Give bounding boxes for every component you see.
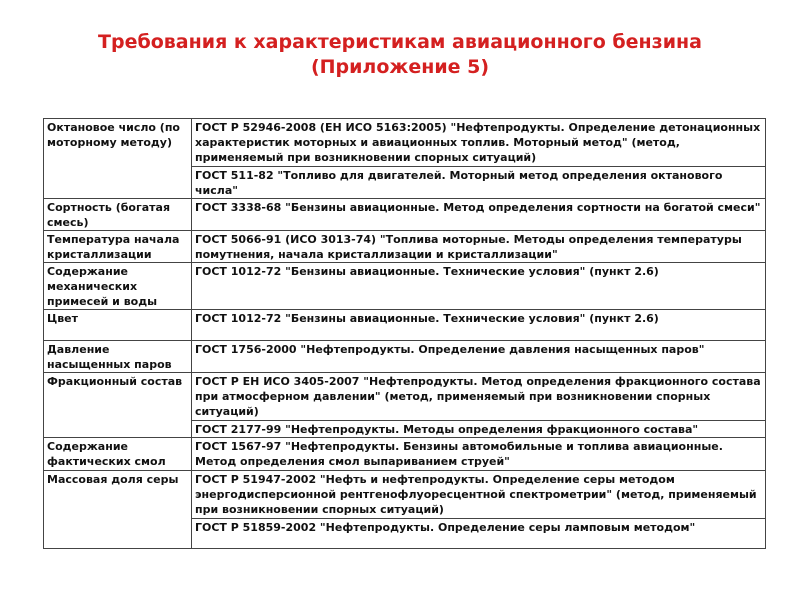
standard-cell: ГОСТ 5066-91 (ИСО 3013-74) "Топлива моторные. Методы определения температуры помутнения, начала кристаллизации и кристаллизации"	[192, 231, 766, 263]
page-title-line-1: Требования к характеристикам авиационного бензина	[98, 31, 702, 53]
property-cell: Сортность (богатая смесь)	[44, 199, 192, 231]
standard-cell: ГОСТ Р 51859-2002 "Нефтепродукты. Определение серы ламповым методом"	[192, 519, 766, 549]
table-row	[44, 263, 766, 310]
standard-cell: ГОСТ 1567-97 "Нефтепродукты. Бензины автомобильные и топлива авиационные. Метод определения смол выпариванием струей"	[192, 438, 766, 471]
table-row	[44, 310, 766, 341]
property-cell: Содержание механических примесей и воды	[44, 263, 192, 310]
standard-cell: ГОСТ Р 52946-2008 (ЕН ИСО 5163:2005) "Нефтепродукты. Определение детонационных характеристик моторных и авиационных топлив. Моторный метод" (метод, применяемый при возникновении спорных ситуаций)	[192, 119, 766, 167]
property-cell: Октановое число (по моторному методу)	[44, 119, 192, 199]
standard-cell: ГОСТ 1012-72 "Бензины авиационные. Технические условия" (пункт 2.6)	[192, 263, 766, 310]
property-cell: Фракционный состав	[44, 373, 192, 438]
table-row	[44, 471, 766, 519]
requirements-table	[43, 118, 766, 549]
property-cell: Массовая доля серы	[44, 471, 192, 549]
property-cell: Содержание фактических смол	[44, 438, 192, 471]
table-row	[44, 373, 766, 421]
page-title-line-2: (Приложение 5)	[310, 56, 490, 78]
standard-cell: ГОСТ 1756-2000 "Нефтепродукты. Определение давления насыщенных паров"	[192, 341, 766, 373]
table-row	[44, 438, 766, 471]
standard-cell: ГОСТ 3338-68 "Бензины авиационные. Метод определения сортности на богатой смеси"	[192, 199, 766, 231]
requirements-table-body	[44, 119, 766, 549]
table-row	[44, 341, 766, 373]
standard-cell: ГОСТ 2177-99 "Нефтепродукты. Методы определения фракционного состава"	[192, 421, 766, 438]
table-row	[44, 231, 766, 263]
property-cell: Давление насыщенных паров	[44, 341, 192, 373]
property-cell: Температура начала кристаллизации	[44, 231, 192, 263]
page-title	[0, 30, 800, 80]
standard-cell: ГОСТ Р ЕН ИСО 3405-2007 "Нефтепродукты. Метод определения фракционного состава при атмосферном давлении" (метод, применяемый при возникновении спорных ситуаций)	[192, 373, 766, 421]
standard-cell: ГОСТ 1012-72 "Бензины авиационные. Технические условия" (пункт 2.6)	[192, 310, 766, 341]
property-cell: Цвет	[44, 310, 192, 341]
standard-cell: ГОСТ 511-82 "Топливо для двигателей. Моторный метод определения октанового числа"	[192, 167, 766, 199]
standard-cell: ГОСТ Р 51947-2002 "Нефть и нефтепродукты. Определение серы методом энергодисперсионной рентгенофлуоресцентной спектрометрии" (метод, применяемый при возникновении спорных ситуаций)	[192, 471, 766, 519]
table-row	[44, 119, 766, 167]
table-row	[44, 199, 766, 231]
